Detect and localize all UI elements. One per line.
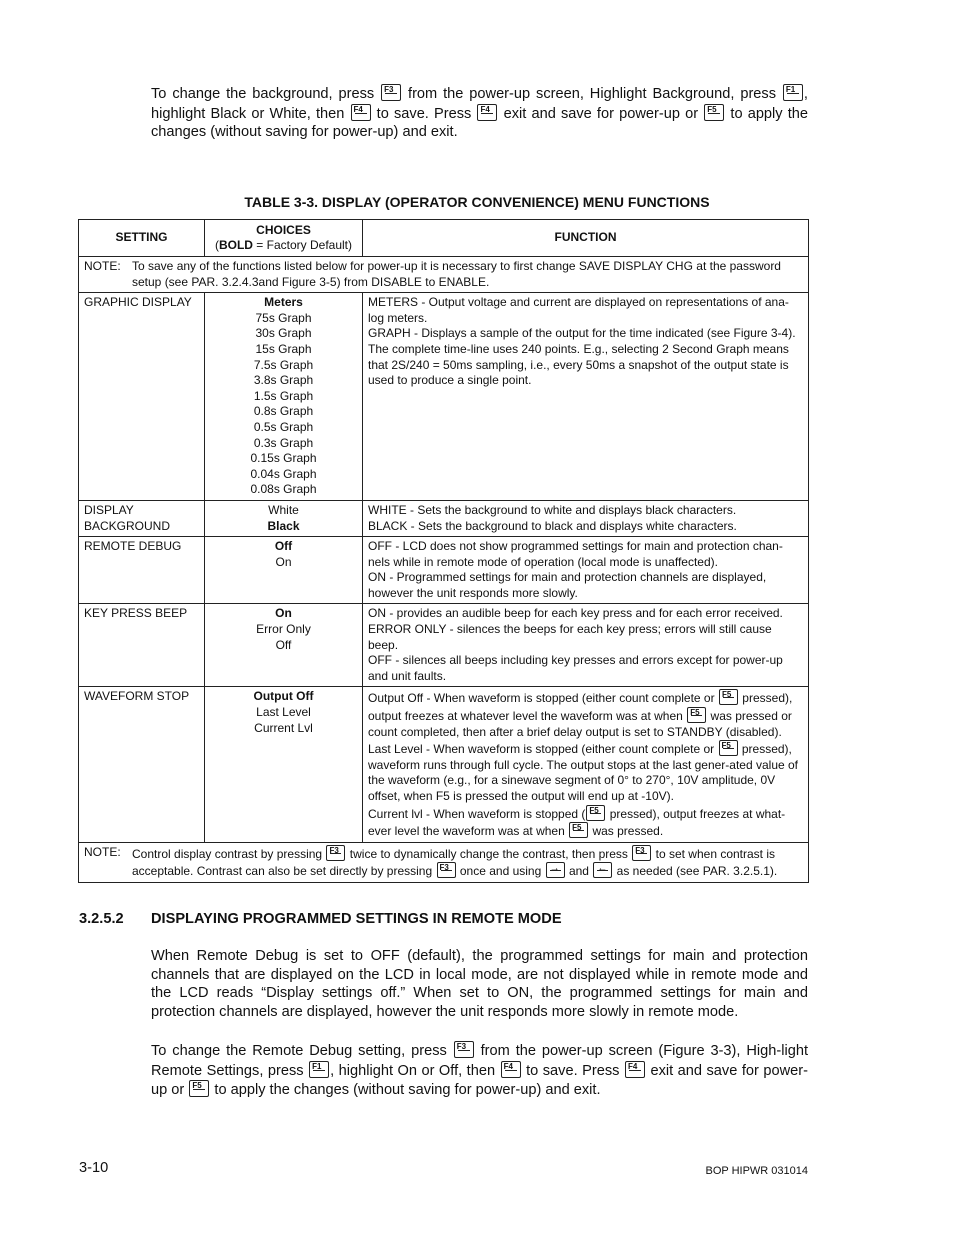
function-cell: Output Off - When waveform is stopped (either count complete or F5 pressed), output freezes at whatever level the waveform was at when F5 was pressed or count completed, then after a brief delay output is set to STANDBY (disabled). Last Level - When waveform is stopped (either count complete or F5 pressed), waveform runs through full cycle. The output stops at the last gener-ated value of the waveform (e.g., for a sinewave segment of 0° to 270°, 10V amplitude, 0V offset, when F5 is pressed the output will end up at -10V). Current lvl - When waveform is stopped ( F5 pressed), output freezes at what-ever level the waveform was at when F5 was pressed. xyxy=(363,687,809,842)
f3-key-icon: F3 xyxy=(454,1041,474,1058)
table-row xyxy=(79,293,809,501)
table-caption: TABLE 3-3. DISPLAY (OPERATOR CONVENIENCE) MENU FUNCTIONS xyxy=(244,194,710,210)
menu-functions-table xyxy=(78,219,809,883)
left-arrow-key-icon: ← xyxy=(593,862,612,878)
body-paragraph: When Remote Debug is set to OFF (default), the programmed settings for main and protection channels that are displayed on the LCD in local mode, are not displayed while in remote mode and the LCD reads “Display settings off.” When set to ON, the programmed settings for main and protection channels are displayed, however the unit responds more slowly in remote mode. xyxy=(151,948,808,1020)
intro-paragraph: To change the background, press F3 from the power-up screen, Highlight Background, press F1 , highlight Black or White, then F4 to save. Press F4 exit and save for power-up or F5 to apply the changes (without saving for power-up) and exit. xyxy=(151,85,809,141)
body-paragraph-2: To change the Remote Debug setting, press F3 from the power-up screen (Figure 3-3), High-light Remote Settings, press F1 , highlight On or Off, then F4 to save. Press F4 exit and save for power-up or F5 to apply the changes (without saving for power-up) and exit. xyxy=(151,1042,809,1099)
f5-key-icon: F5 xyxy=(704,104,724,121)
header-setting: SETTING xyxy=(79,220,205,257)
section-heading: 3.2.5.2 DISPLAYING PROGRAMMED SETTINGS IN REMOTE MODE xyxy=(79,911,562,927)
setting-cell: KEY PRESS BEEP xyxy=(79,604,205,687)
choices-cell: Meters 75s Graph 30s Graph 15s Graph 7.5s Graph 3.8s Graph 1.5s Graph 0.8s Graph 0.5s Graph 0.3s Graph 0.15s Graph 0.04s Graph 0.08s Graph xyxy=(205,293,363,501)
header-function: FUNCTION xyxy=(363,220,809,257)
f5-key-icon: F5 xyxy=(189,1080,209,1097)
choices-cell: On Error Only Off xyxy=(205,604,363,687)
f4-key-icon: F4 xyxy=(477,104,497,121)
f4-key-icon: F4 xyxy=(351,104,371,121)
right-arrow-key-icon: → xyxy=(546,862,565,878)
table-row xyxy=(79,257,809,293)
setting-cell: REMOTE DEBUG xyxy=(79,537,205,604)
f1-key-icon: F1 xyxy=(783,84,803,101)
f5-key-icon: F5 xyxy=(687,707,706,723)
function-cell: ON - provides an audible beep for each key press and for each error received. ERROR ONLY - silences the beeps for each key press; errors will still cause beep. OFF - silences all beeps including key presses and errors except for power-up and unit faults. xyxy=(363,604,809,687)
setting-cell: WAVEFORM STOP xyxy=(79,687,205,842)
f4-key-icon: F4 xyxy=(501,1061,521,1078)
choices-cell: Off On xyxy=(205,537,363,604)
choices-cell: Output Off Last Level Current Lvl xyxy=(205,687,363,842)
function-cell: METERS - Output voltage and current are displayed on representations of ana-log meters. GRAPH - Displays a sample of the output for the time indicated (see Figure 3-4). The complete time-line uses 240 points. E.g., selecting 2 Second Graph means that 2S/240 = 50ms sampling, i.e., every 50ms a snapshot of the output state is used to produce a single point. xyxy=(363,293,809,501)
f3-key-icon: F3 xyxy=(381,84,401,101)
function-cell: OFF - LCD does not show programmed settings for main and protection chan-nels while in remote mode of operation (local mode is unaffected). ON - Programmed settings for main and protection channels are displayed, however the unit responds more slowly. xyxy=(363,537,809,604)
f5-key-icon: F5 xyxy=(719,740,738,756)
table-row xyxy=(79,604,809,687)
table-row xyxy=(79,500,809,536)
header-choices: CHOICES (BOLD = Factory Default) xyxy=(205,220,363,257)
note-bottom: NOTE: Control display contrast by pressing F3 twice to dynamically change the contrast, then press F3 to set when contrast is acceptable. Contrast can also be set directly by pressing F3 once and using → and ← as needed (see PAR. 3.2.5.1). xyxy=(79,842,809,882)
page-number: 3-10 xyxy=(79,1160,109,1176)
table-row xyxy=(79,687,809,842)
setting-cell: GRAPHIC DISPLAY xyxy=(79,293,205,501)
table-header-row xyxy=(79,220,809,257)
note-top: NOTE: To save any of the functions listed below for power-up it is necessary to first change SAVE DISPLAY CHG at the password setup (see PAR. 3.2.4.3and Figure 3-5) from DISABLE to ENABLE. xyxy=(79,257,809,293)
f1-key-icon: F1 xyxy=(309,1061,329,1078)
table-row xyxy=(79,842,809,882)
f3-key-icon: F3 xyxy=(437,862,456,878)
function-cell: WHITE - Sets the background to white and displays black characters. BLACK - Sets the background to black and displays white characters. xyxy=(363,500,809,536)
f4-key-icon: F4 xyxy=(625,1061,645,1078)
table-row xyxy=(79,537,809,604)
f5-key-icon: F5 xyxy=(586,805,605,821)
document-id: BOP HIPWR 031014 xyxy=(705,1165,808,1177)
f3-key-icon: F3 xyxy=(632,845,651,861)
f5-key-icon: F5 xyxy=(719,689,738,705)
setting-cell: DISPLAY BACKGROUND xyxy=(79,500,205,536)
f3-key-icon: F3 xyxy=(326,845,345,861)
choices-cell: White Black xyxy=(205,500,363,536)
f5-key-icon: F5 xyxy=(569,822,588,838)
